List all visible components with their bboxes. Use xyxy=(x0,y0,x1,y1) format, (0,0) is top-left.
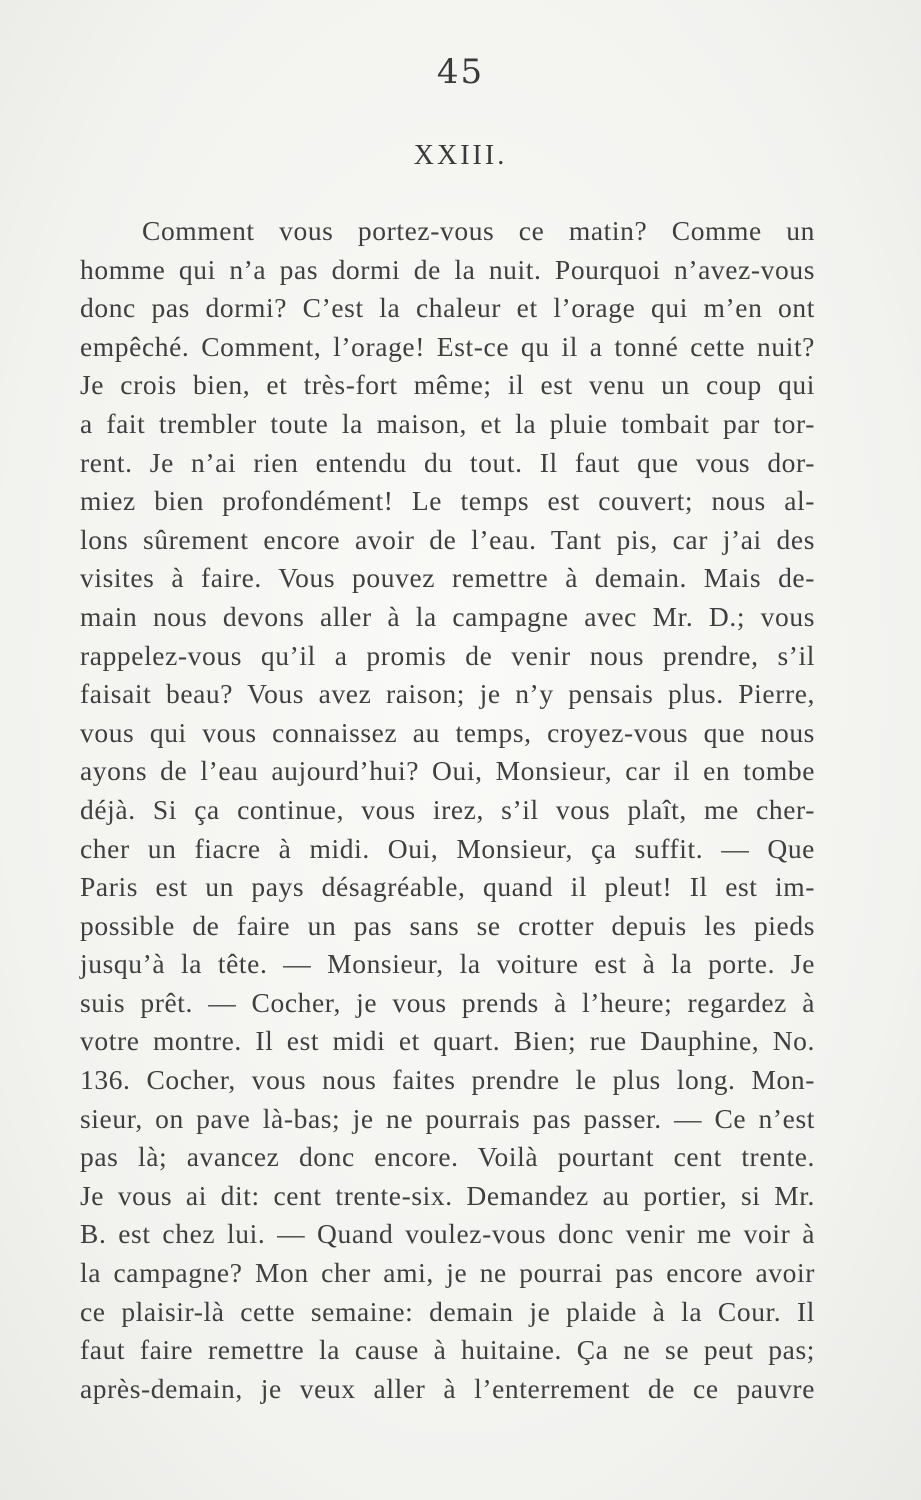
text-line: ayons de l’eau aujourd’hui? Oui, Monsieur, car il en tombe xyxy=(80,755,815,787)
text-line: Paris est un pays désagréable, quand il pleut! Il est im- xyxy=(80,871,815,903)
text-line: pas là; avancez donc encore. Voilà pourtant cent trente. xyxy=(80,1141,815,1173)
text-line: 136. Cocher, vous nous faites prendre le plus long. Mon- xyxy=(80,1064,815,1096)
text-line: faisait beau? Vous avez raison; je n’y pensais plus. Pierre, xyxy=(80,678,815,710)
text-line: rent. Je n’ai rien entendu du tout. Il faut que vous dor- xyxy=(80,446,815,478)
text-line: jusqu’à la tête. — Monsieur, la voiture est à la porte. Je xyxy=(80,948,815,980)
text-line: votre montre. Il est midi et quart. Bien; rue Dauphine, No. xyxy=(80,1025,815,1057)
text-line: déjà. Si ça continue, vous irez, s’il vous plaît, me cher- xyxy=(80,793,815,825)
text-line: lons sûrement encore avoir de l’eau. Tant pis, car j’ai des xyxy=(80,523,815,555)
text-line: ce plaisir-là cette semaine: demain je plaide à la Cour. Il xyxy=(80,1295,815,1327)
text-line: Comment vous portez-vous ce matin? Comme un xyxy=(142,215,815,246)
text-line: empêché. Comment, l’orage! Est-ce qu il a tonné cette nuit? xyxy=(80,330,815,362)
chapter-heading: XXIII. xyxy=(413,140,508,171)
text-line: suis prêt. — Cocher, je vous prends à l’heure; regardez à xyxy=(80,986,815,1018)
text-line: possible de faire un pas sans se crotter depuis les pieds xyxy=(80,909,815,941)
text-line: rappelez-vous qu’il a promis de venir nous prendre, s’il xyxy=(80,639,815,671)
text-line: sieur, on pave là-bas; je ne pourrais pas passer. — Ce n’est xyxy=(80,1102,815,1134)
page-number: 45 xyxy=(436,52,485,92)
text-line: a fait trembler toute la maison, et la pluie tombait par tor- xyxy=(80,407,815,439)
text-line: miez bien profondément! Le temps est couvert; nous al- xyxy=(80,485,815,517)
text-line: faut faire remettre la cause à huitaine. Ça ne se peut pas; xyxy=(80,1334,815,1366)
text-line: vous qui vous connaissez au temps, croyez-vous que nous xyxy=(80,716,815,748)
text-line: après-demain, je veux aller à l’enterrement de ce pauvre xyxy=(80,1372,815,1404)
text-line: Je vous ai dit: cent trente-six. Demandez au portier, si Mr. xyxy=(80,1179,815,1211)
text-line: main nous devons aller à la campagne avec Mr. D.; vous xyxy=(80,600,815,632)
text-line: cher un fiacre à midi. Oui, Monsieur, ça suffit. — Que xyxy=(80,832,815,864)
text-line: Je crois bien, et très-fort même; il est venu un coup qui xyxy=(80,369,815,401)
text-line: la campagne? Mon cher ami, je ne pourrai pas encore avoir xyxy=(80,1257,815,1289)
text-line: homme qui n’a pas dormi de la nuit. Pourquoi n’avez-vous xyxy=(80,253,815,285)
text-line: B. est chez lui. — Quand voulez-vous donc venir me voir à xyxy=(80,1218,815,1250)
text-line: donc pas dormi? C’est la chaleur et l’orage qui m’en ont xyxy=(80,292,815,324)
body-text xyxy=(80,212,815,1408)
text-line: visites à faire. Vous pouvez remettre à demain. Mais de- xyxy=(80,562,815,594)
